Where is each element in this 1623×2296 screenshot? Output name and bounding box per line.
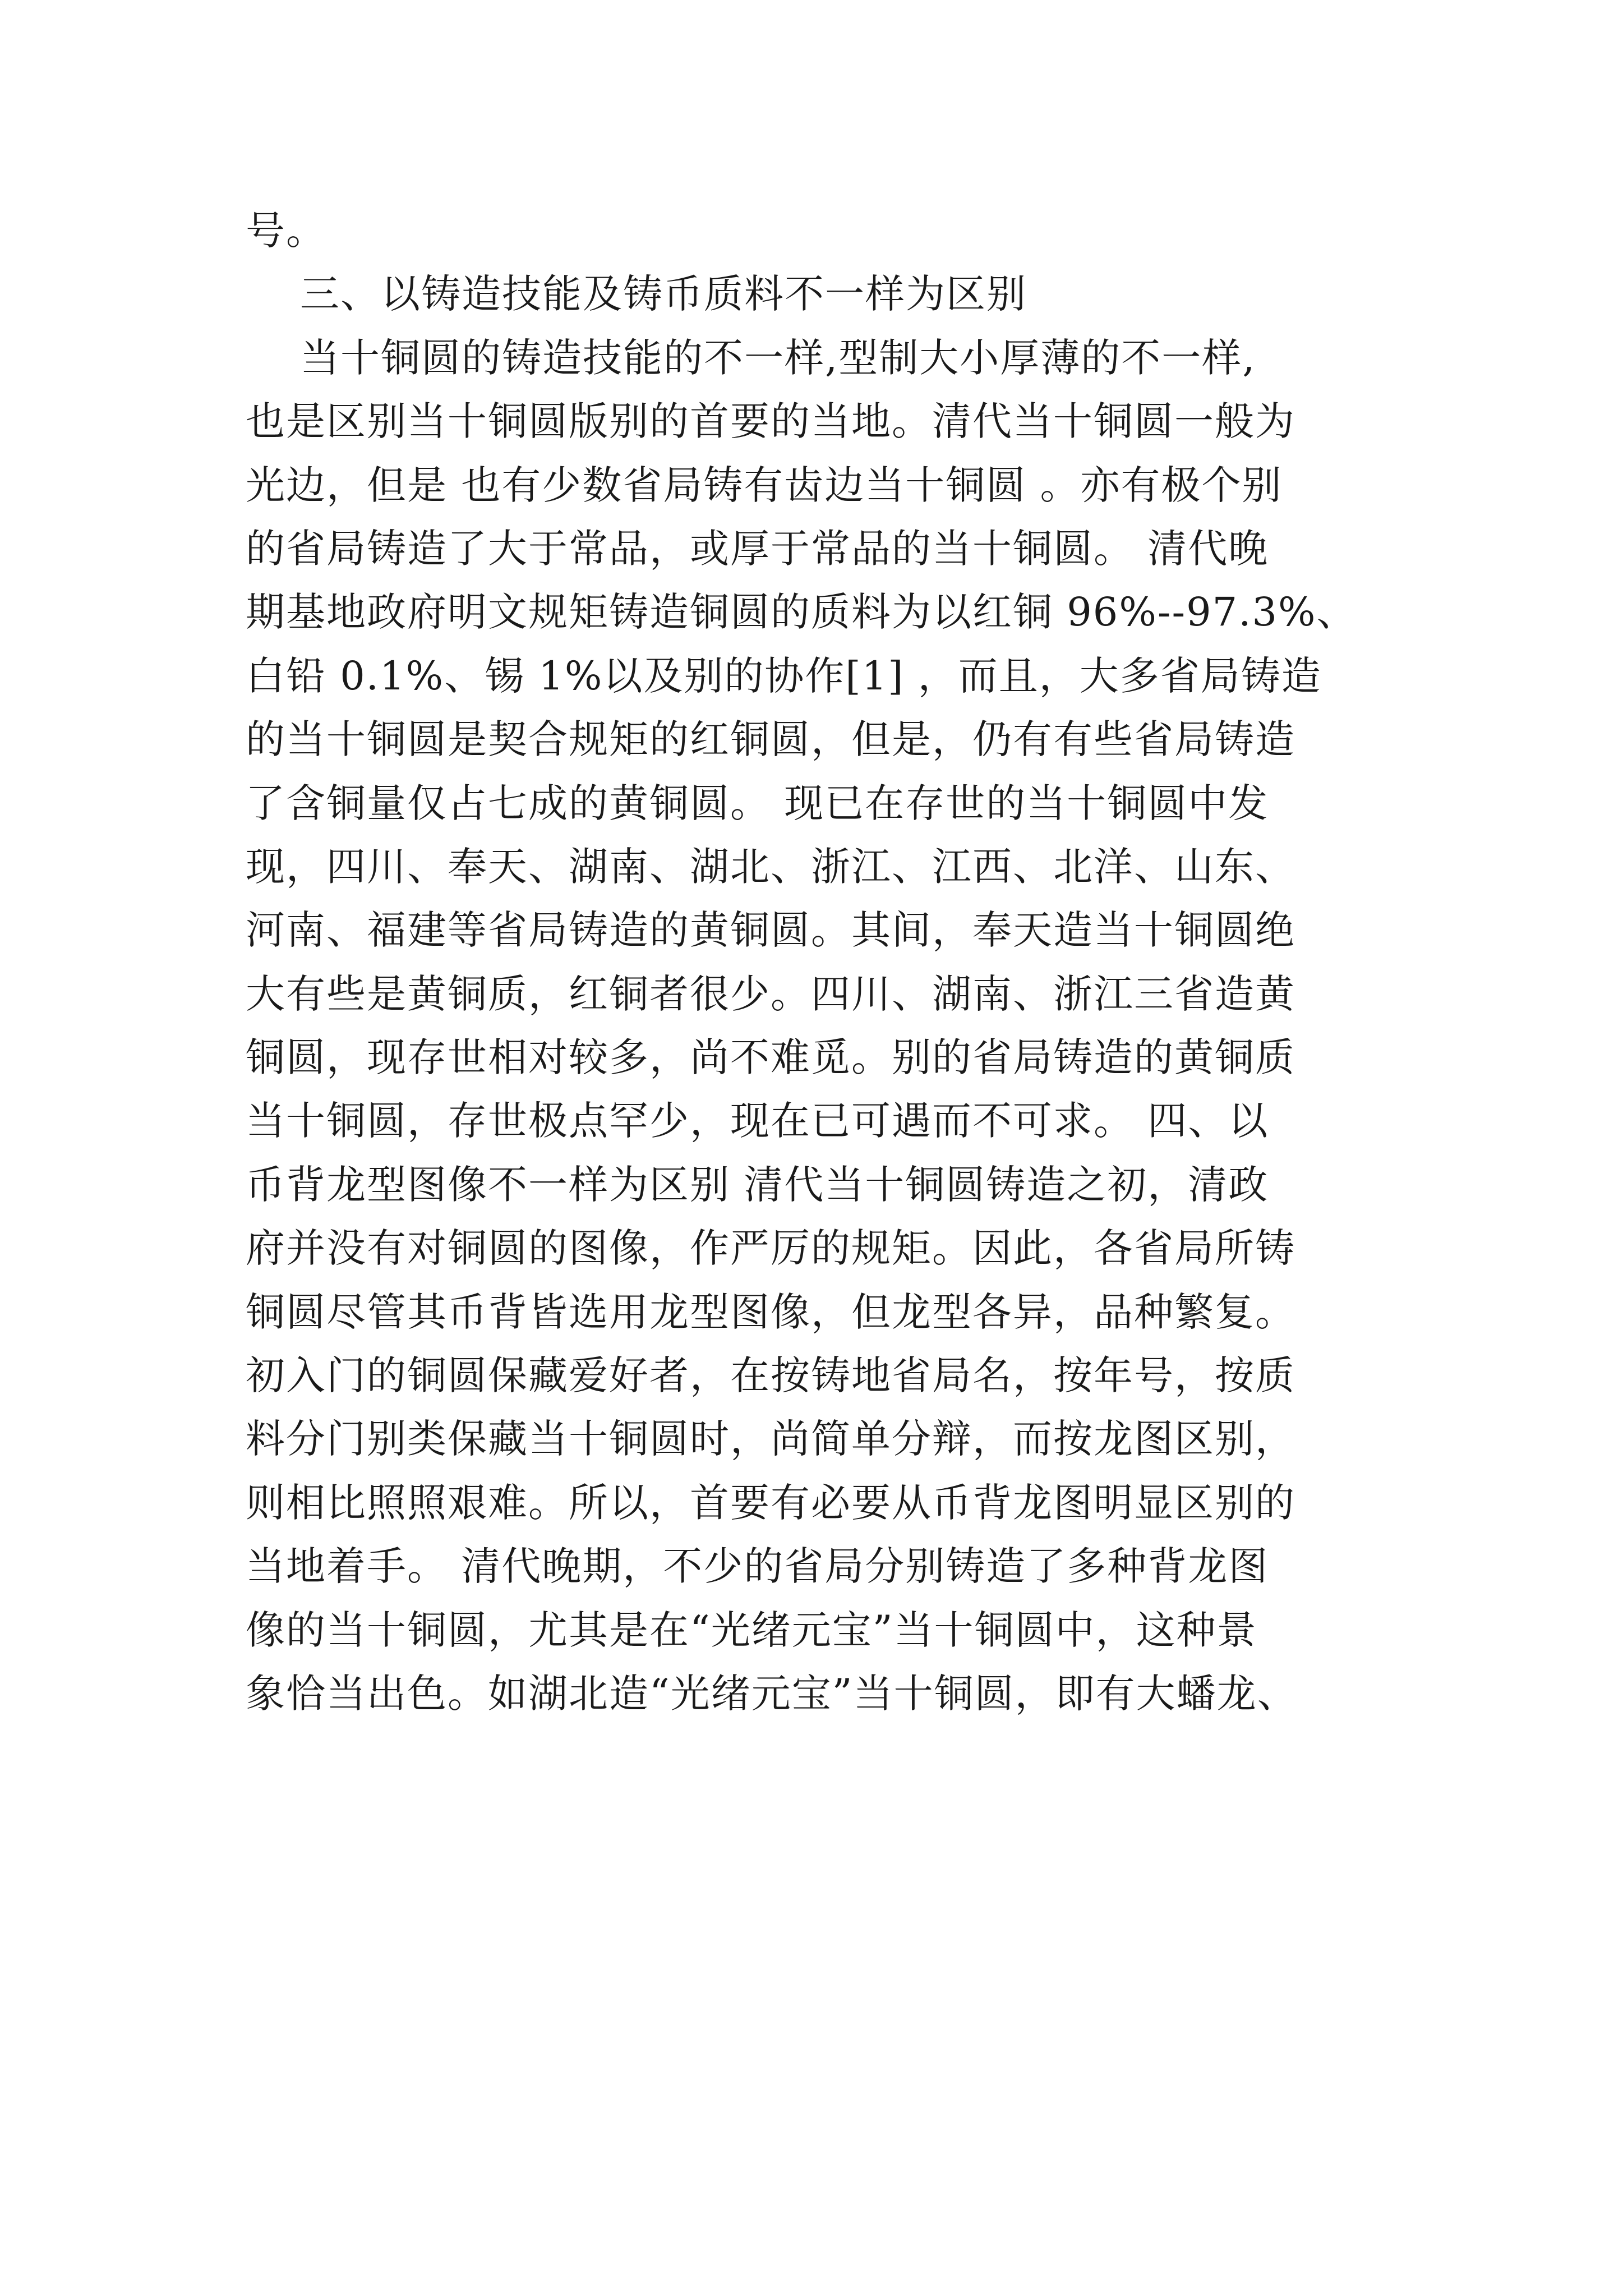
text-line: 河南、福建等省局铸造的黄铜圆。其间，奉天造当十铜圆绝 — [246, 907, 1295, 954]
text-line: 当十铜圆的铸造技能的不一样,型制大小厚薄的不一样, — [246, 334, 1256, 381]
text-line: 像的当十铜圆，尤其是在“光绪元宝”当十铜圆中，这种景 — [246, 1607, 1257, 1653]
text-line: 料分门别类保藏当十铜圆时，尚简单分辩，而按龙图区别， — [246, 1416, 1295, 1462]
text-line: 了含铜量仅占七成的黄铜圆。 现已在存世的当十铜圆中发 — [246, 780, 1269, 826]
text-line: 币背龙型图像不一样为区别 清代当十铜圆铸造之初，清政 — [246, 1161, 1269, 1208]
text-line: 的省局铸造了大于常品，或厚于常品的当十铜圆。 清代晚 — [246, 525, 1269, 572]
text-line: 白铅 0.1%、锡 1%以及别的协作[1] ，而且，大多省局铸造 — [246, 652, 1322, 699]
text-line: 大有些是黄铜质，红铜者很少。四川、湖南、浙江三省造黄 — [246, 970, 1295, 1017]
text-line: 号。 — [246, 208, 326, 254]
text-line: 铜圆尽管其币背皆选用龙型图像，但龙型各异，品种繁复。 — [246, 1289, 1295, 1335]
text-line: 现，四川、奉天、湖南、湖北、浙江、江西、北洋、山东、 — [246, 843, 1295, 890]
text-line: 则相比照照艰难。所以，首要有必要从币背龙图明显区别的 — [246, 1479, 1295, 1526]
text-line: 光边，但是 也有少数省局铸有齿边当十铜圆 。亦有极个别 — [246, 462, 1283, 508]
text-line: 府并没有对铜圆的图像，作严厉的规矩。因此，各省局所铸 — [246, 1225, 1295, 1272]
text-line: 铜圆，现存世相对较多，尚不难觅。别的省局铸造的黄铜质 — [246, 1034, 1295, 1081]
text-line: 象恰当出色。如湖北造“光绪元宝”当十铜圆，即有大蟠龙、 — [246, 1670, 1298, 1717]
section-heading: 三、以铸造技能及铸币质料不一样为区别 — [246, 271, 1027, 318]
text-line: 也是区别当十铜圆版别的首要的当地。清代当十铜圆一般为 — [246, 398, 1295, 445]
body-text — [246, 199, 1418, 1726]
text-line: 初入门的铜圆保藏爱好者，在按铸地省局名，按年号，按质 — [246, 1352, 1295, 1399]
text-line: 当十铜圆，存世极点罕少，现在已可遇而不可求。 四、以 — [246, 1098, 1269, 1144]
text-line: 当地着手。 清代晚期，不少的省局分别铸造了多种背龙图 — [246, 1543, 1269, 1590]
text-line: 的当十铜圆是契合规矩的红铜圆，但是，仍有有些省局铸造 — [246, 716, 1295, 763]
text-line: 期基地政府明文规矩铸造铜圆的质料为以红铜 96%--97.3%、 — [246, 589, 1357, 636]
